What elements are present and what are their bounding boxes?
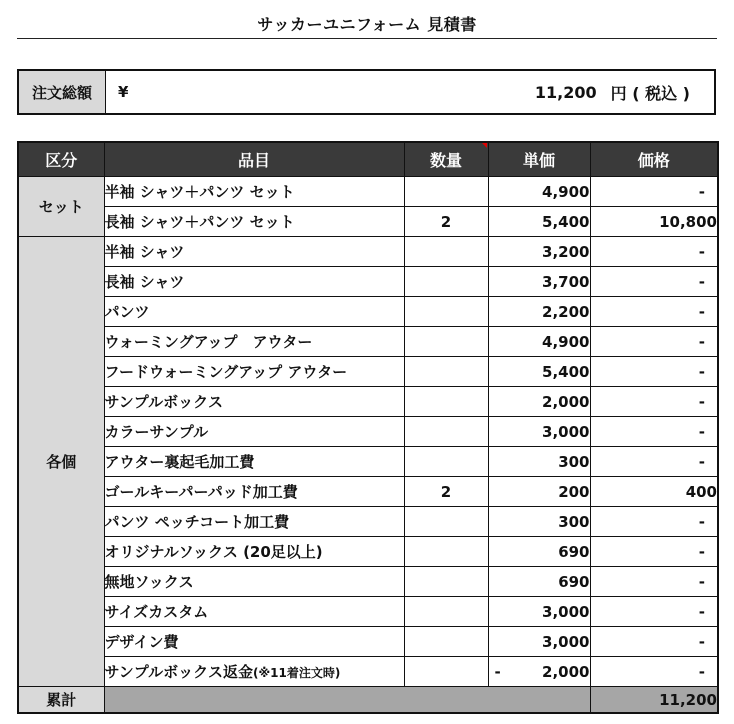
quantity-cell[interactable]	[404, 537, 488, 567]
item-name-cell: 長袖 シャツ＋パンツ セット	[104, 207, 404, 237]
quantity-cell[interactable]: 2	[404, 207, 488, 237]
table-row	[18, 237, 718, 267]
quantity-cell[interactable]	[404, 387, 488, 417]
table-row	[18, 267, 718, 297]
item-name-cell: サイズカスタム	[104, 597, 404, 627]
order-total-amount: 11,200	[534, 82, 597, 102]
table-row	[18, 477, 718, 507]
table-row	[18, 627, 718, 657]
table-row	[18, 177, 718, 207]
header-item: 品目	[104, 142, 404, 177]
price-cell: -	[590, 357, 718, 387]
unit-price-cell: 690	[488, 537, 590, 567]
unit-price-cell: 300	[488, 507, 590, 537]
refund-item-note: (※11着注文時)	[253, 666, 341, 680]
quantity-cell[interactable]	[404, 177, 488, 207]
price-cell: -	[590, 567, 718, 597]
unit-price-cell: 4,900	[488, 177, 590, 207]
refund-item-label: サンプルボックス返金	[104, 663, 254, 681]
price-cell: -	[590, 267, 718, 297]
quantity-cell[interactable]	[404, 657, 488, 687]
table-row	[18, 417, 718, 447]
header-unit-price: 単価	[488, 142, 590, 177]
order-total-suffix: 円 ( 税込 )	[610, 83, 690, 103]
item-name-cell: サンプルボックス	[104, 387, 404, 417]
table-row	[18, 387, 718, 417]
unit-price-cell: 690	[488, 567, 590, 597]
item-name-cell: カラーサンプル	[104, 417, 404, 447]
order-total-label: 注文総額	[19, 71, 106, 113]
item-name-cell: ウォーミングアップ アウター	[104, 327, 404, 357]
quantity-cell[interactable]	[404, 627, 488, 657]
item-name-cell: 半袖 シャツ	[104, 237, 404, 267]
item-name-cell: オリジナルソックス (20足以上)	[104, 537, 404, 567]
unit-price-cell: 3,200	[488, 237, 590, 267]
unit-price-cell: 300	[488, 447, 590, 477]
quantity-cell[interactable]: 2	[404, 477, 488, 507]
price-cell: -	[590, 447, 718, 477]
table-row	[18, 357, 718, 387]
price-cell: 400	[590, 477, 718, 507]
unit-price-cell: 200	[488, 477, 590, 507]
item-name-cell: デザイン費	[104, 627, 404, 657]
yen-symbol: ¥	[118, 83, 129, 101]
table-row	[18, 447, 718, 477]
cumulative-total-value: 11,200	[590, 687, 718, 714]
item-name-cell: パンツ ペッチコート加工費	[104, 507, 404, 537]
quantity-cell[interactable]	[404, 567, 488, 597]
refund-amount: 2,000	[542, 662, 590, 681]
price-cell: -	[590, 627, 718, 657]
table-row	[18, 297, 718, 327]
price-cell: -	[590, 237, 718, 267]
price-cell: -	[590, 657, 718, 687]
order-total-amount-area	[158, 71, 714, 113]
order-total-box	[17, 69, 716, 115]
table-row-refund	[18, 657, 718, 687]
price-cell: -	[590, 537, 718, 567]
category-set-label: セット	[18, 177, 104, 237]
negative-sign: -	[494, 662, 501, 681]
table-row	[18, 537, 718, 567]
item-name-cell: アウター裏起毛加工費	[104, 447, 404, 477]
price-cell: -	[590, 177, 718, 207]
quantity-cell[interactable]	[404, 267, 488, 297]
unit-price-cell: 5,400	[488, 207, 590, 237]
price-cell: -	[590, 327, 718, 357]
quantity-cell[interactable]	[404, 297, 488, 327]
item-name-cell: ゴールキーパーパッド加工費	[104, 477, 404, 507]
quantity-cell[interactable]	[404, 507, 488, 537]
item-name-cell: 長袖 シャツ	[104, 267, 404, 297]
unit-price-cell: 4,900	[488, 327, 590, 357]
item-name-cell: パンツ	[104, 297, 404, 327]
price-cell: -	[590, 417, 718, 447]
category-individual-label: 各個	[18, 237, 104, 687]
price-cell: -	[590, 507, 718, 537]
item-name-cell	[104, 657, 404, 687]
comment-indicator-icon	[482, 143, 487, 148]
header-price: 価格	[590, 142, 718, 177]
unit-price-cell: 2,000	[488, 387, 590, 417]
header-category: 区分	[18, 142, 104, 177]
unit-price-cell: 2,200	[488, 297, 590, 327]
unit-price-cell	[488, 657, 590, 687]
item-name-cell: 無地ソックス	[104, 567, 404, 597]
estimate-table	[17, 141, 719, 714]
title-underline	[17, 38, 717, 39]
unit-price-cell: 3,700	[488, 267, 590, 297]
cumulative-total-row	[18, 687, 718, 714]
quantity-cell[interactable]	[404, 597, 488, 627]
quantity-cell[interactable]	[404, 327, 488, 357]
unit-price-cell: 5,400	[488, 357, 590, 387]
item-name-cell: 半袖 シャツ＋パンツ セット	[104, 177, 404, 207]
price-cell: -	[590, 297, 718, 327]
price-cell: 10,800	[590, 207, 718, 237]
table-row	[18, 327, 718, 357]
unit-price-cell: 3,000	[488, 597, 590, 627]
table-row	[18, 567, 718, 597]
header-quantity: 数量	[404, 142, 488, 177]
price-cell: -	[590, 597, 718, 627]
cumulative-blank-cell	[104, 687, 590, 714]
item-name-cell: フードウォーミングアップ アウター	[104, 357, 404, 387]
quantity-cell[interactable]	[404, 417, 488, 447]
table-header-row	[18, 142, 718, 177]
document-title: サッカーユニフォーム 見積書	[257, 15, 477, 34]
cumulative-total-label: 累計	[18, 687, 104, 714]
table-row	[18, 507, 718, 537]
quantity-cell[interactable]	[404, 447, 488, 477]
table-row	[18, 597, 718, 627]
unit-price-cell: 3,000	[488, 627, 590, 657]
quantity-cell[interactable]	[404, 237, 488, 267]
table-row	[18, 207, 718, 237]
price-cell: -	[590, 387, 718, 417]
unit-price-cell: 3,000	[488, 417, 590, 447]
quantity-cell[interactable]	[404, 357, 488, 387]
